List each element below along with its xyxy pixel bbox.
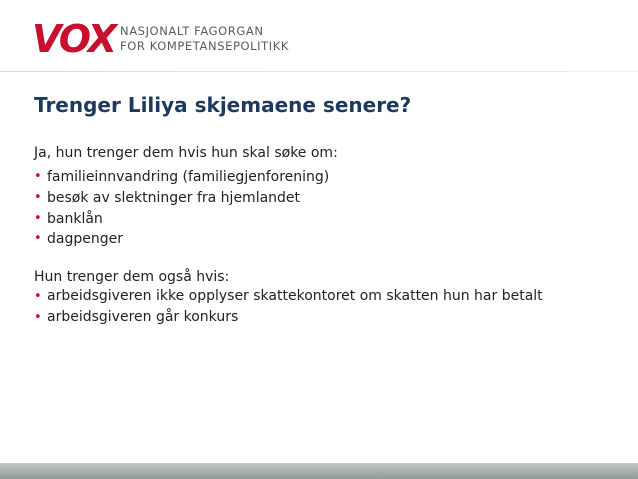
slide-body [34,143,594,330]
list-item [34,288,594,305]
reasons-list [34,167,594,249]
logo-tagline-line2: FOR KOMPETANSEPOLITIKK [120,39,290,53]
bullet-icon: • [34,310,42,326]
vox-logo: VOX [32,17,115,61]
list-item-text: banklån [47,210,103,227]
list-item [34,167,594,187]
list-item-text: arbeidsgiveren går konkurs [47,309,239,326]
list-item-text: besøk av slektninger fra hjemlandet [47,189,301,206]
bullet-icon: • [34,289,42,305]
list-item-text: arbeidsgiveren ikke opplyser skattekontoret om skatten hun har betalt [47,288,543,305]
list-item [34,309,594,326]
bullet-icon: • [34,231,42,247]
header [0,0,638,72]
intro-text-2: Hun trenger dem også hvis: [34,269,230,286]
bullet-icon: • [34,169,42,184]
bullet-icon: • [34,189,42,205]
intro-text: Ja, hun trenger dem hvis hun skal søke om: [34,145,338,161]
footer-bar [0,463,638,479]
logo-tagline [120,24,289,54]
conditions-list [34,288,594,326]
list-item [34,229,594,249]
list-item [34,209,594,229]
slide-title: Trenger Liliya skjemaene senere? [34,93,412,117]
additional-section [34,267,594,326]
bullet-icon: • [34,210,42,226]
header-divider [0,71,638,72]
list-item [34,188,594,208]
logo-tagline-line1: NASJONALT FAGORGAN [120,24,264,38]
list-item-text: familieinnvandring (familiegjenforening) [47,169,330,185]
list-item-text: dagpenger [47,231,123,248]
